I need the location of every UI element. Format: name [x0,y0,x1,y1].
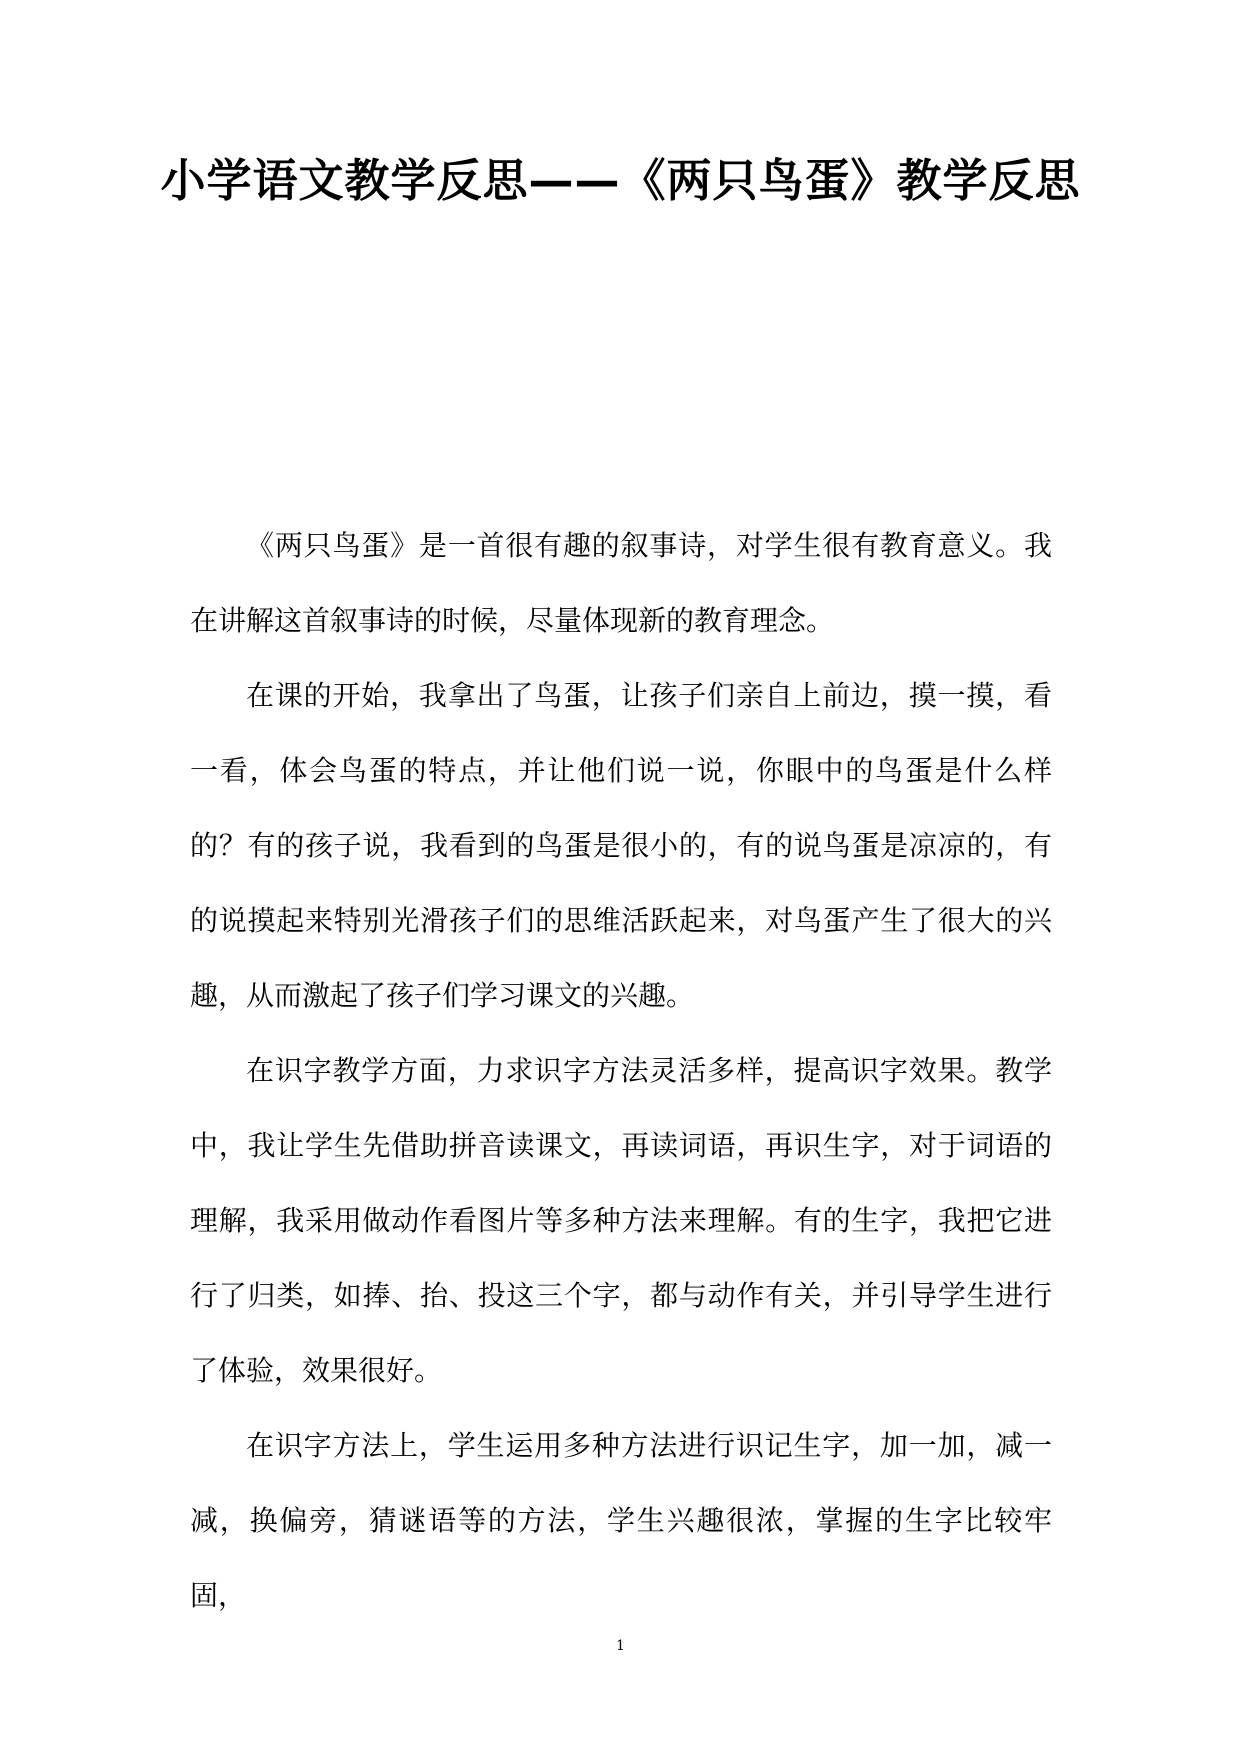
document-body [190,508,1052,1633]
paragraph: 在识字教学方面，力求识字方法灵活多样，提高识字效果。教学中，我让学生先借助拼音读课文，再读词语，再识生字，对于词语的理解，我采用做动作看图片等多种方法来理解。有的生字，我把它进行了归类，如捧、抬、投这三个字，都与动作有关，并引导学生进行了体验，效果很好。 [190,1054,1052,1387]
paragraph: 在识字方法上，学生运用多种方法进行识记生字，加一加，减一减，换偏旁，猜谜语等的方法，学生兴趣很浓，掌握的生字比较牢固， [190,1429,1052,1612]
paragraph: 《两只鸟蛋》是一首很有趣的叙事诗，对学生很有教育意义。我在讲解这首叙事诗的时候，尽量体现新的教育理念。 [190,529,1052,637]
paragraph: 在课的开始，我拿出了鸟蛋，让孩子们亲自上前边，摸一摸，看一看，体会鸟蛋的特点，并让他们说一说，你眼中的鸟蛋是什么样的？有的孩子说，我看到的鸟蛋是很小的，有的说鸟蛋是凉凉的，有的说摸起来特别光滑孩子们的思维活跃起来，对鸟蛋产生了很大的兴趣，从而激起了孩子们学习课文的兴趣。 [190,679,1052,1012]
page-number: 1 [616,1638,625,1654]
page-title: 小学语文教学反思——《两只鸟蛋》教学反思 [160,154,1081,207]
